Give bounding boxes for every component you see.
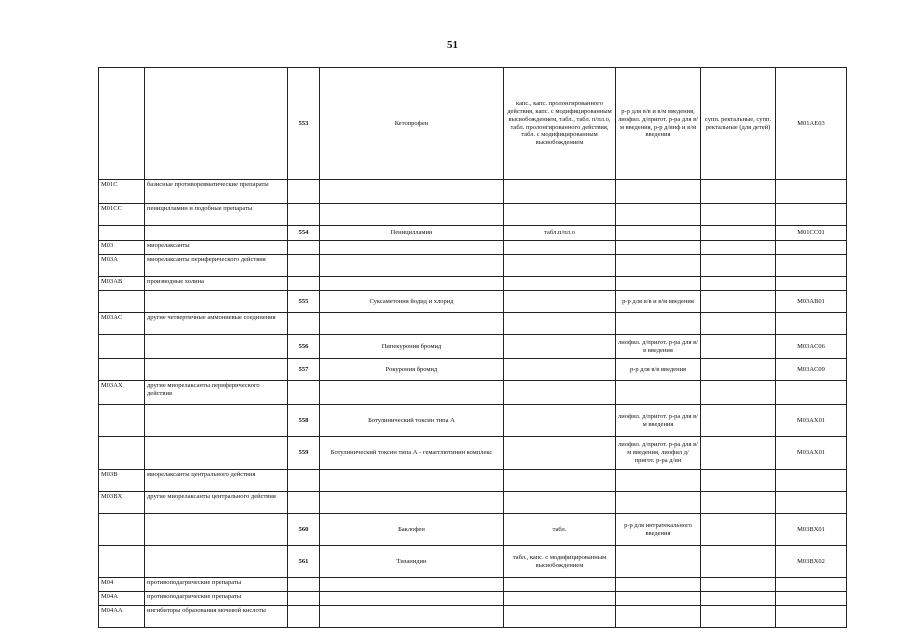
dosage-form-injection-cell xyxy=(616,255,701,277)
atc-code-cell xyxy=(776,592,847,606)
group-name-cell xyxy=(145,437,288,470)
table-row xyxy=(99,277,847,291)
drug-table xyxy=(98,67,847,628)
group-name-cell: базисные противоревматические препараты xyxy=(145,180,288,204)
atc-group-code-cell xyxy=(99,68,145,180)
group-name-cell xyxy=(145,359,288,381)
group-name-cell xyxy=(145,514,288,546)
drug-name-cell: Ботулинический токсин типа А xyxy=(320,405,504,437)
atc-code-cell xyxy=(776,578,847,592)
atc-group-code-cell: M04A xyxy=(99,592,145,606)
atc-group-code-cell xyxy=(99,226,145,241)
dosage-form-other-cell xyxy=(701,226,776,241)
dosage-form-oral-cell xyxy=(504,180,616,204)
dosage-form-injection-cell xyxy=(616,592,701,606)
group-name-cell: пеницилламин и подобные препараты xyxy=(145,204,288,226)
atc-group-code-cell: M03AX xyxy=(99,381,145,405)
drug-name-cell: Суксаметония йодид и хлорид xyxy=(320,291,504,313)
item-number-cell xyxy=(288,277,320,291)
atc-code-cell xyxy=(776,381,847,405)
dosage-form-injection-cell: р-р для интратекального введения xyxy=(616,514,701,546)
dosage-form-oral-cell xyxy=(504,255,616,277)
atc-group-code-cell xyxy=(99,405,145,437)
group-name-cell: миорелаксанты центрального действия xyxy=(145,470,288,492)
atc-group-code-cell xyxy=(99,335,145,359)
dosage-form-injection-cell: р-р для в/в и в/м введения xyxy=(616,291,701,313)
table-row xyxy=(99,546,847,578)
dosage-form-injection-cell xyxy=(616,470,701,492)
drug-name-cell xyxy=(320,204,504,226)
table-row xyxy=(99,514,847,546)
dosage-form-other-cell xyxy=(701,405,776,437)
item-number-cell xyxy=(288,578,320,592)
atc-group-code-cell xyxy=(99,437,145,470)
dosage-form-oral-cell xyxy=(504,578,616,592)
item-number-cell: 553 xyxy=(288,68,320,180)
dosage-form-injection-cell: р-р для в/в введения xyxy=(616,359,701,381)
group-name-cell: миорелаксанты периферического действия xyxy=(145,255,288,277)
drug-name-cell xyxy=(320,592,504,606)
dosage-form-oral-cell: капс., капс. пролонгированного действия, капс. с модифицированным высвобождением, табл., табл. п/пл.о, табл. пролонгированного действия, табл. с модифицированным высвобождением xyxy=(504,68,616,180)
dosage-form-oral-cell xyxy=(504,437,616,470)
group-name-cell xyxy=(145,291,288,313)
atc-code-cell: M03AC06 xyxy=(776,335,847,359)
atc-code-cell xyxy=(776,470,847,492)
item-number-cell xyxy=(288,180,320,204)
atc-group-code-cell xyxy=(99,291,145,313)
group-name-cell xyxy=(145,546,288,578)
group-name-cell xyxy=(145,405,288,437)
atc-code-cell xyxy=(776,241,847,255)
page-number: 51 xyxy=(447,39,458,51)
dosage-form-other-cell xyxy=(701,514,776,546)
atc-group-code-cell: M04AA xyxy=(99,606,145,628)
drug-name-cell: Ботулинический токсин типа А - гемагглютинин комплекс xyxy=(320,437,504,470)
dosage-form-oral-cell xyxy=(504,277,616,291)
atc-group-code-cell: M03AB xyxy=(99,277,145,291)
dosage-form-oral-cell xyxy=(504,381,616,405)
drug-name-cell xyxy=(320,381,504,405)
drug-name-cell xyxy=(320,255,504,277)
dosage-form-other-cell xyxy=(701,492,776,514)
dosage-form-other-cell xyxy=(701,470,776,492)
group-name-cell xyxy=(145,335,288,359)
table-row xyxy=(99,313,847,335)
dosage-form-oral-cell xyxy=(504,335,616,359)
dosage-form-other-cell xyxy=(701,180,776,204)
atc-group-code-cell: M04 xyxy=(99,578,145,592)
table-row xyxy=(99,291,847,313)
group-name-cell: противоподагрические препараты xyxy=(145,578,288,592)
dosage-form-other-cell xyxy=(701,578,776,592)
dosage-form-injection-cell xyxy=(616,180,701,204)
group-name-cell: ингибиторы образования мочевой кислоты xyxy=(145,606,288,628)
dosage-form-oral-cell xyxy=(504,359,616,381)
dosage-form-oral-cell: табл. xyxy=(504,514,616,546)
table-row xyxy=(99,359,847,381)
table-row xyxy=(99,492,847,514)
dosage-form-injection-cell xyxy=(616,204,701,226)
table-row xyxy=(99,606,847,628)
dosage-form-other-cell xyxy=(701,313,776,335)
table-row xyxy=(99,255,847,277)
dosage-form-other-cell xyxy=(701,606,776,628)
atc-code-cell xyxy=(776,313,847,335)
dosage-form-oral-cell xyxy=(504,405,616,437)
table-row xyxy=(99,241,847,255)
dosage-form-injection-cell xyxy=(616,578,701,592)
atc-group-code-cell: M01C xyxy=(99,180,145,204)
atc-group-code-cell: M03AC xyxy=(99,313,145,335)
atc-code-cell: M03AX01 xyxy=(776,437,847,470)
dosage-form-injection-cell xyxy=(616,381,701,405)
item-number-cell: 556 xyxy=(288,335,320,359)
dosage-form-oral-cell: табл.п/пл.о xyxy=(504,226,616,241)
item-number-cell: 560 xyxy=(288,514,320,546)
dosage-form-oral-cell xyxy=(504,291,616,313)
item-number-cell xyxy=(288,606,320,628)
atc-code-cell xyxy=(776,277,847,291)
dosage-form-injection-cell: лиофил. д/пригот. р-ра для в/м введения, лиофил д/пригот. р-ра д/ин xyxy=(616,437,701,470)
atc-code-cell: M03AB01 xyxy=(776,291,847,313)
atc-code-cell xyxy=(776,180,847,204)
drug-name-cell: Рокурония бромид xyxy=(320,359,504,381)
item-number-cell: 561 xyxy=(288,546,320,578)
atc-group-code-cell: M03B xyxy=(99,470,145,492)
dosage-form-other-cell xyxy=(701,359,776,381)
dosage-form-oral-cell xyxy=(504,241,616,255)
drug-name-cell xyxy=(320,492,504,514)
item-number-cell xyxy=(288,204,320,226)
dosage-form-injection-cell xyxy=(616,313,701,335)
drug-name-cell xyxy=(320,313,504,335)
dosage-form-other-cell xyxy=(701,204,776,226)
table-row xyxy=(99,578,847,592)
dosage-form-other-cell xyxy=(701,335,776,359)
dosage-form-other-cell xyxy=(701,277,776,291)
table-row xyxy=(99,180,847,204)
drug-name-cell: Тизанидин xyxy=(320,546,504,578)
dosage-form-oral-cell xyxy=(504,204,616,226)
dosage-form-oral-cell xyxy=(504,313,616,335)
dosage-form-other-cell: супп. ректальные, супп. ректальные (для детей) xyxy=(701,68,776,180)
drug-name-cell: Баклофен xyxy=(320,514,504,546)
drug-name-cell xyxy=(320,241,504,255)
atc-code-cell xyxy=(776,492,847,514)
item-number-cell: 558 xyxy=(288,405,320,437)
item-number-cell xyxy=(288,381,320,405)
group-name-cell: противоподагрические препараты xyxy=(145,592,288,606)
group-name-cell: миорелаксанты xyxy=(145,241,288,255)
item-number-cell xyxy=(288,313,320,335)
item-number-cell xyxy=(288,241,320,255)
atc-group-code-cell xyxy=(99,546,145,578)
item-number-cell: 559 xyxy=(288,437,320,470)
group-name-cell: другие миорелаксанты центрального действия xyxy=(145,492,288,514)
atc-group-code-cell: M03A xyxy=(99,255,145,277)
atc-group-code-cell: M03BX xyxy=(99,492,145,514)
dosage-form-injection-cell xyxy=(616,606,701,628)
dosage-form-other-cell xyxy=(701,437,776,470)
drug-name-cell: Пипекурония бромид xyxy=(320,335,504,359)
group-name-cell xyxy=(145,68,288,180)
atc-group-code-cell xyxy=(99,359,145,381)
dosage-form-injection-cell xyxy=(616,492,701,514)
dosage-form-injection-cell: р-р для в/в и в/м введения, лиофил. д/пригот. р-ра для в/м введения, р-р д/инф и в/м введения xyxy=(616,68,701,180)
dosage-form-other-cell xyxy=(701,546,776,578)
table-row xyxy=(99,405,847,437)
atc-group-code-cell: M03 xyxy=(99,241,145,255)
dosage-form-injection-cell xyxy=(616,546,701,578)
table-row xyxy=(99,381,847,405)
item-number-cell xyxy=(288,492,320,514)
dosage-form-other-cell xyxy=(701,592,776,606)
item-number-cell: 557 xyxy=(288,359,320,381)
table-row xyxy=(99,226,847,241)
group-name-cell: другие миорелаксанты периферического действия xyxy=(145,381,288,405)
atc-group-code-cell xyxy=(99,514,145,546)
atc-code-cell: M01CC01 xyxy=(776,226,847,241)
atc-code-cell: M03BX02 xyxy=(776,546,847,578)
drug-name-cell xyxy=(320,470,504,492)
dosage-form-injection-cell: лиофил. д/пригот. р-ра для в/м введения xyxy=(616,405,701,437)
table-row xyxy=(99,204,847,226)
drug-name-cell xyxy=(320,606,504,628)
group-name-cell xyxy=(145,226,288,241)
atc-code-cell: M03AX01 xyxy=(776,405,847,437)
dosage-form-oral-cell xyxy=(504,492,616,514)
dosage-form-oral-cell xyxy=(504,592,616,606)
item-number-cell: 554 xyxy=(288,226,320,241)
dosage-form-injection-cell xyxy=(616,226,701,241)
atc-code-cell xyxy=(776,204,847,226)
atc-code-cell: M03BX01 xyxy=(776,514,847,546)
drug-name-cell xyxy=(320,277,504,291)
dosage-form-oral-cell: табл., капс. с модифицированным высвобождением xyxy=(504,546,616,578)
atc-group-code-cell: M01CC xyxy=(99,204,145,226)
drug-name-cell xyxy=(320,180,504,204)
group-name-cell: производные холина xyxy=(145,277,288,291)
table-row xyxy=(99,470,847,492)
atc-code-cell xyxy=(776,255,847,277)
item-number-cell xyxy=(288,592,320,606)
dosage-form-injection-cell xyxy=(616,277,701,291)
atc-code-cell xyxy=(776,606,847,628)
dosage-form-other-cell xyxy=(701,255,776,277)
table-row xyxy=(99,437,847,470)
dosage-form-oral-cell xyxy=(504,470,616,492)
item-number-cell xyxy=(288,470,320,492)
dosage-form-other-cell xyxy=(701,291,776,313)
group-name-cell: другие четвертичные аммониевые соединения xyxy=(145,313,288,335)
dosage-form-oral-cell xyxy=(504,606,616,628)
drug-name-cell: Кетопрофен xyxy=(320,68,504,180)
atc-code-cell: M03AC09 xyxy=(776,359,847,381)
dosage-form-injection-cell xyxy=(616,241,701,255)
drug-name-cell xyxy=(320,578,504,592)
dosage-form-other-cell xyxy=(701,241,776,255)
table-row xyxy=(99,68,847,180)
drug-name-cell: Пеницилламин xyxy=(320,226,504,241)
item-number-cell: 555 xyxy=(288,291,320,313)
table-body xyxy=(99,68,847,628)
table-row xyxy=(99,592,847,606)
dosage-form-injection-cell: лиофил. д/пригот. р-ра для в/в введения xyxy=(616,335,701,359)
table-row xyxy=(99,335,847,359)
dosage-form-other-cell xyxy=(701,381,776,405)
item-number-cell xyxy=(288,255,320,277)
atc-code-cell: M01AE03 xyxy=(776,68,847,180)
